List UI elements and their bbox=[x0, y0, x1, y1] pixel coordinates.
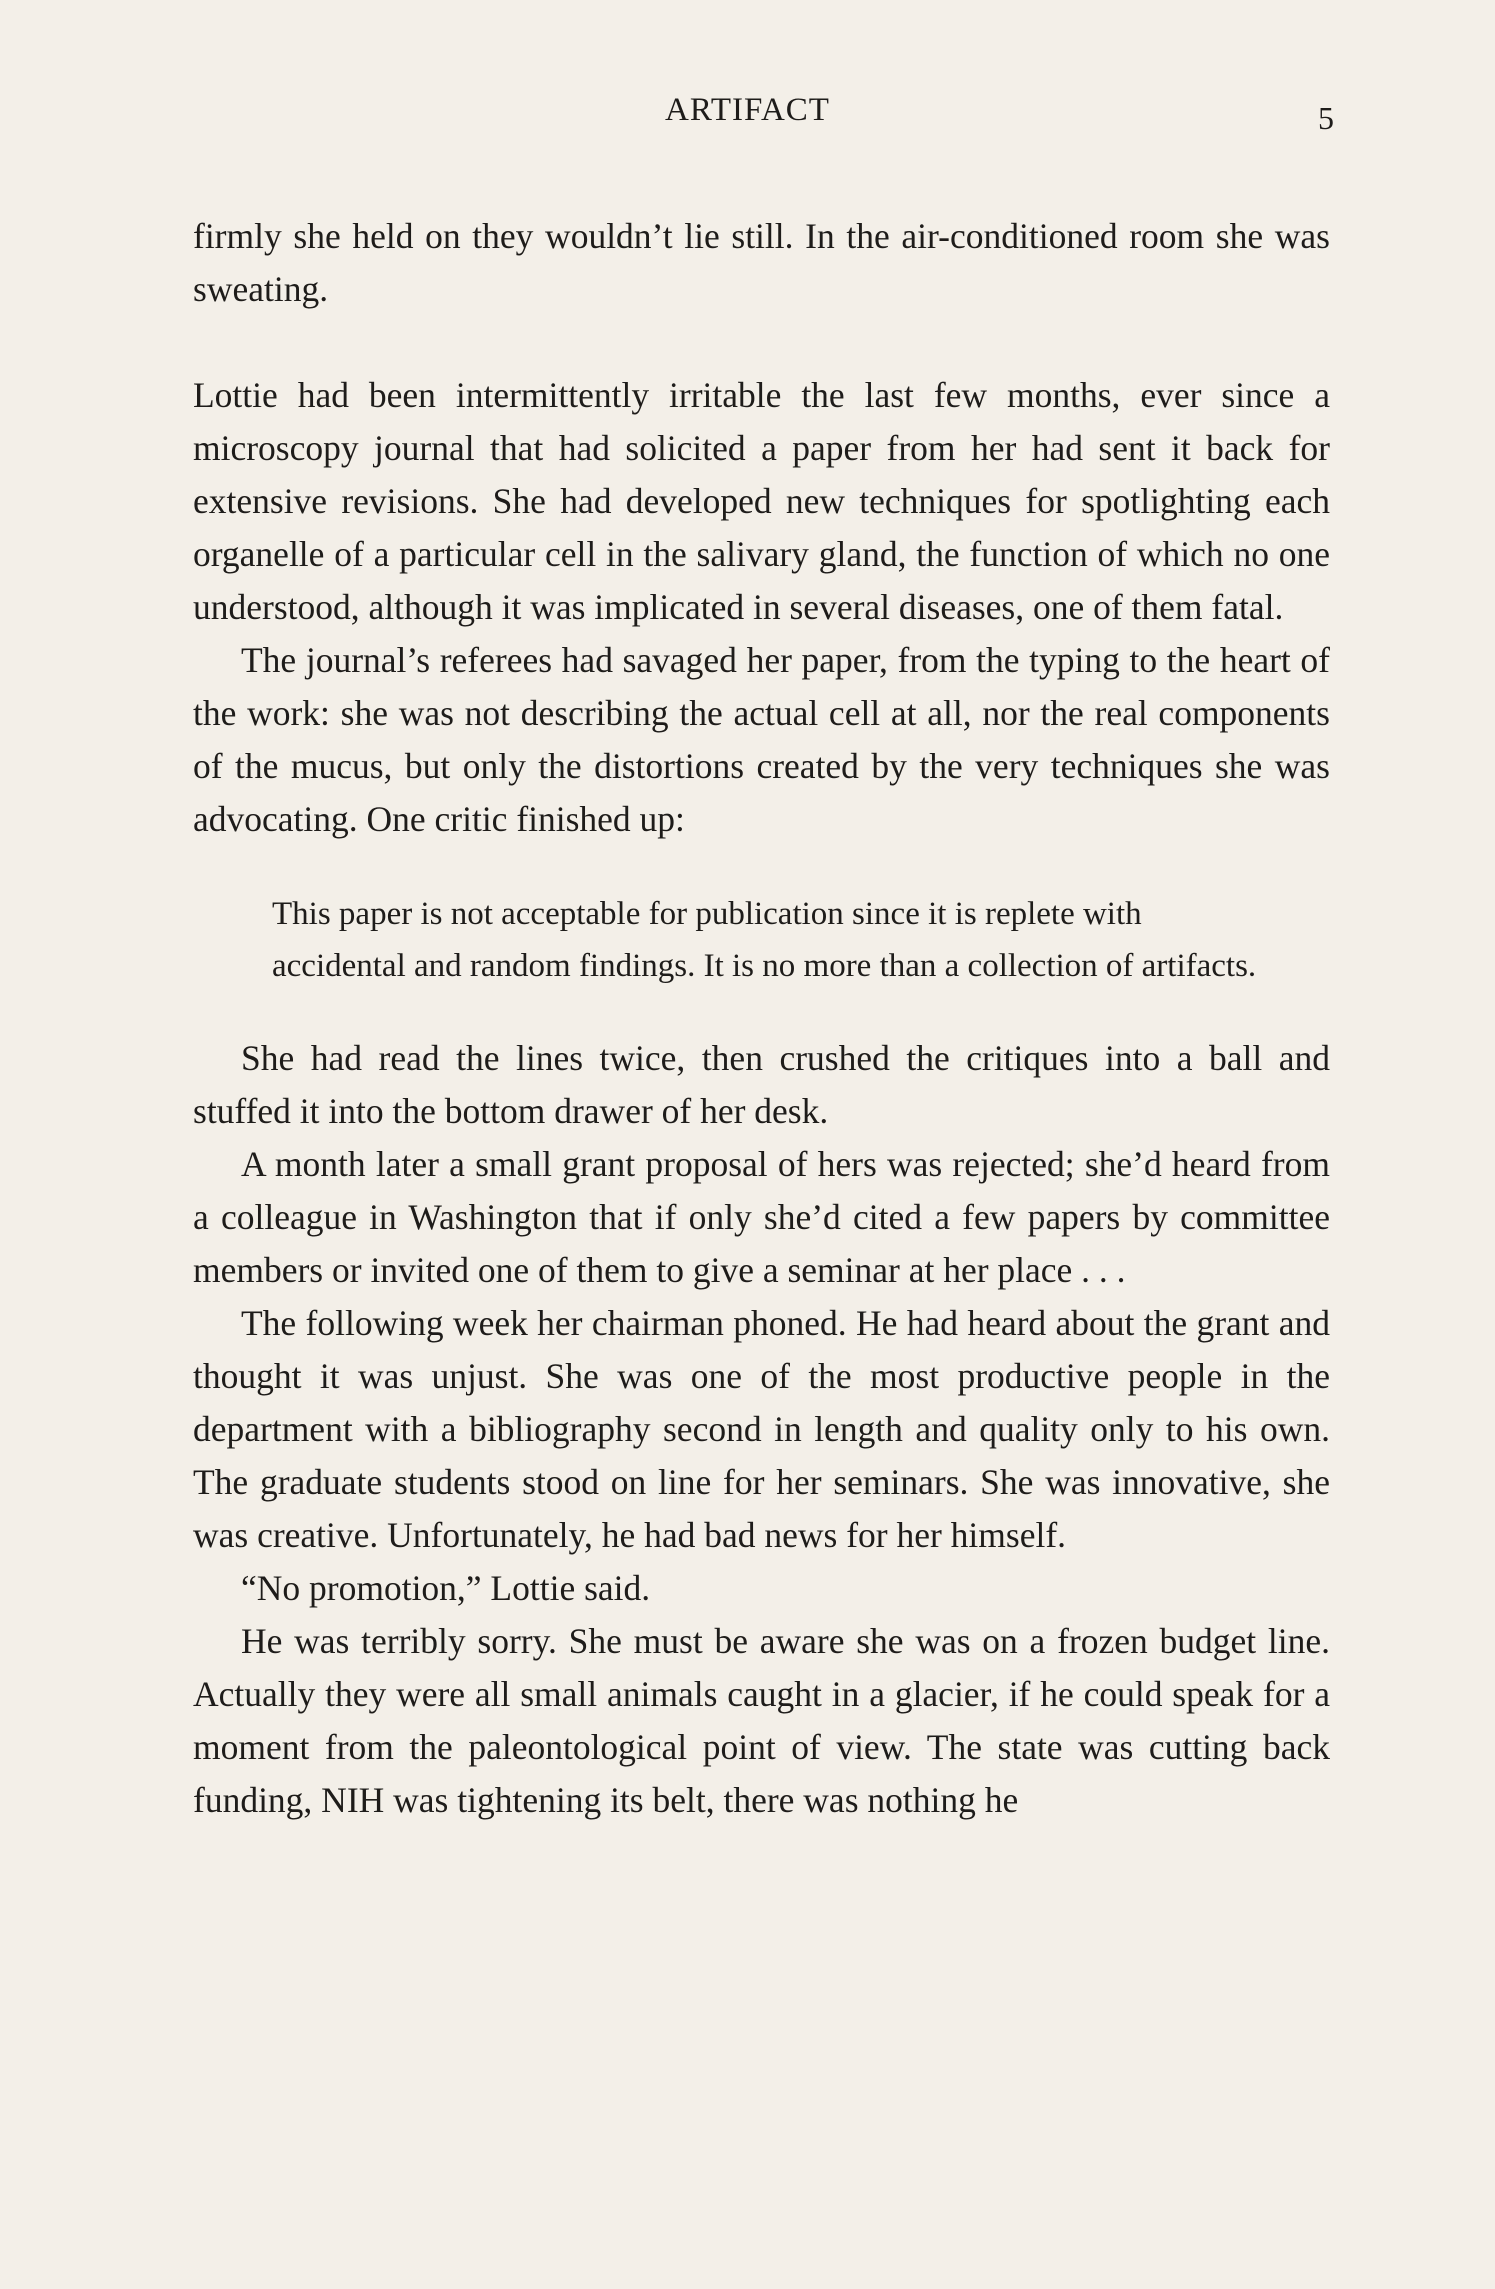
body-text bbox=[193, 210, 1330, 1827]
paragraph: The journal’s referees had savaged her paper, from the typing to the heart of the work: she was not describing the actual cell at all, nor the real components of the mucus, but only the distortions created by the very techniques she was advocating. One critic finished up: bbox=[193, 640, 1330, 839]
page-number: 5 bbox=[1318, 100, 1334, 136]
dialogue-line: “No promotion,” Lottie said. bbox=[241, 1568, 651, 1608]
paragraph: Lottie had been intermittently irritable the last few months, ever since a microscopy journal that had solicited a paper from her had sent it back for extensive revisions. She had developed new techniques for spotlighting each organelle of a particular cell in the salivary gland, the function of which no one understood, although it was implicated in several diseases, one of them fatal. bbox=[193, 375, 1330, 627]
block-quote: This paper is not acceptable for publication since it is replete with accidental and random findings. It is no more than a collection of artifacts. bbox=[272, 896, 1257, 984]
paragraph: The following week her chairman phoned. He had heard about the grant and thought it was unjust. She was one of the most productive people in the department with a bibliography second in length and quality only to his own. The graduate students stood on line for her seminars. She was innovative, she was creative. Unfortunately, he had bad news for her himself. bbox=[193, 1303, 1330, 1555]
paragraph: She had read the lines twice, then crushed the critiques into a ball and stuffed it into the bottom drawer of her desk. bbox=[193, 1038, 1330, 1131]
paragraph: He was terribly sorry. She must be aware she was on a frozen budget line. Actually they were all small animals caught in a glacier, if he could speak for a moment from the paleontological point of view. The state was cutting back funding, NIH was tightening its belt, there was nothing he bbox=[193, 1621, 1330, 1820]
running-head: ARTIFACT bbox=[665, 92, 830, 128]
paragraph: A month later a small grant proposal of hers was rejected; she’d heard from a colleague in Washington that if only she’d cited a few papers by committee members or invited one of them to give a seminar at her place . . . bbox=[193, 1144, 1330, 1290]
paragraph-continuation: firmly she held on they wouldn’t lie still. In the air-conditioned room she was sweating. bbox=[193, 216, 1330, 309]
